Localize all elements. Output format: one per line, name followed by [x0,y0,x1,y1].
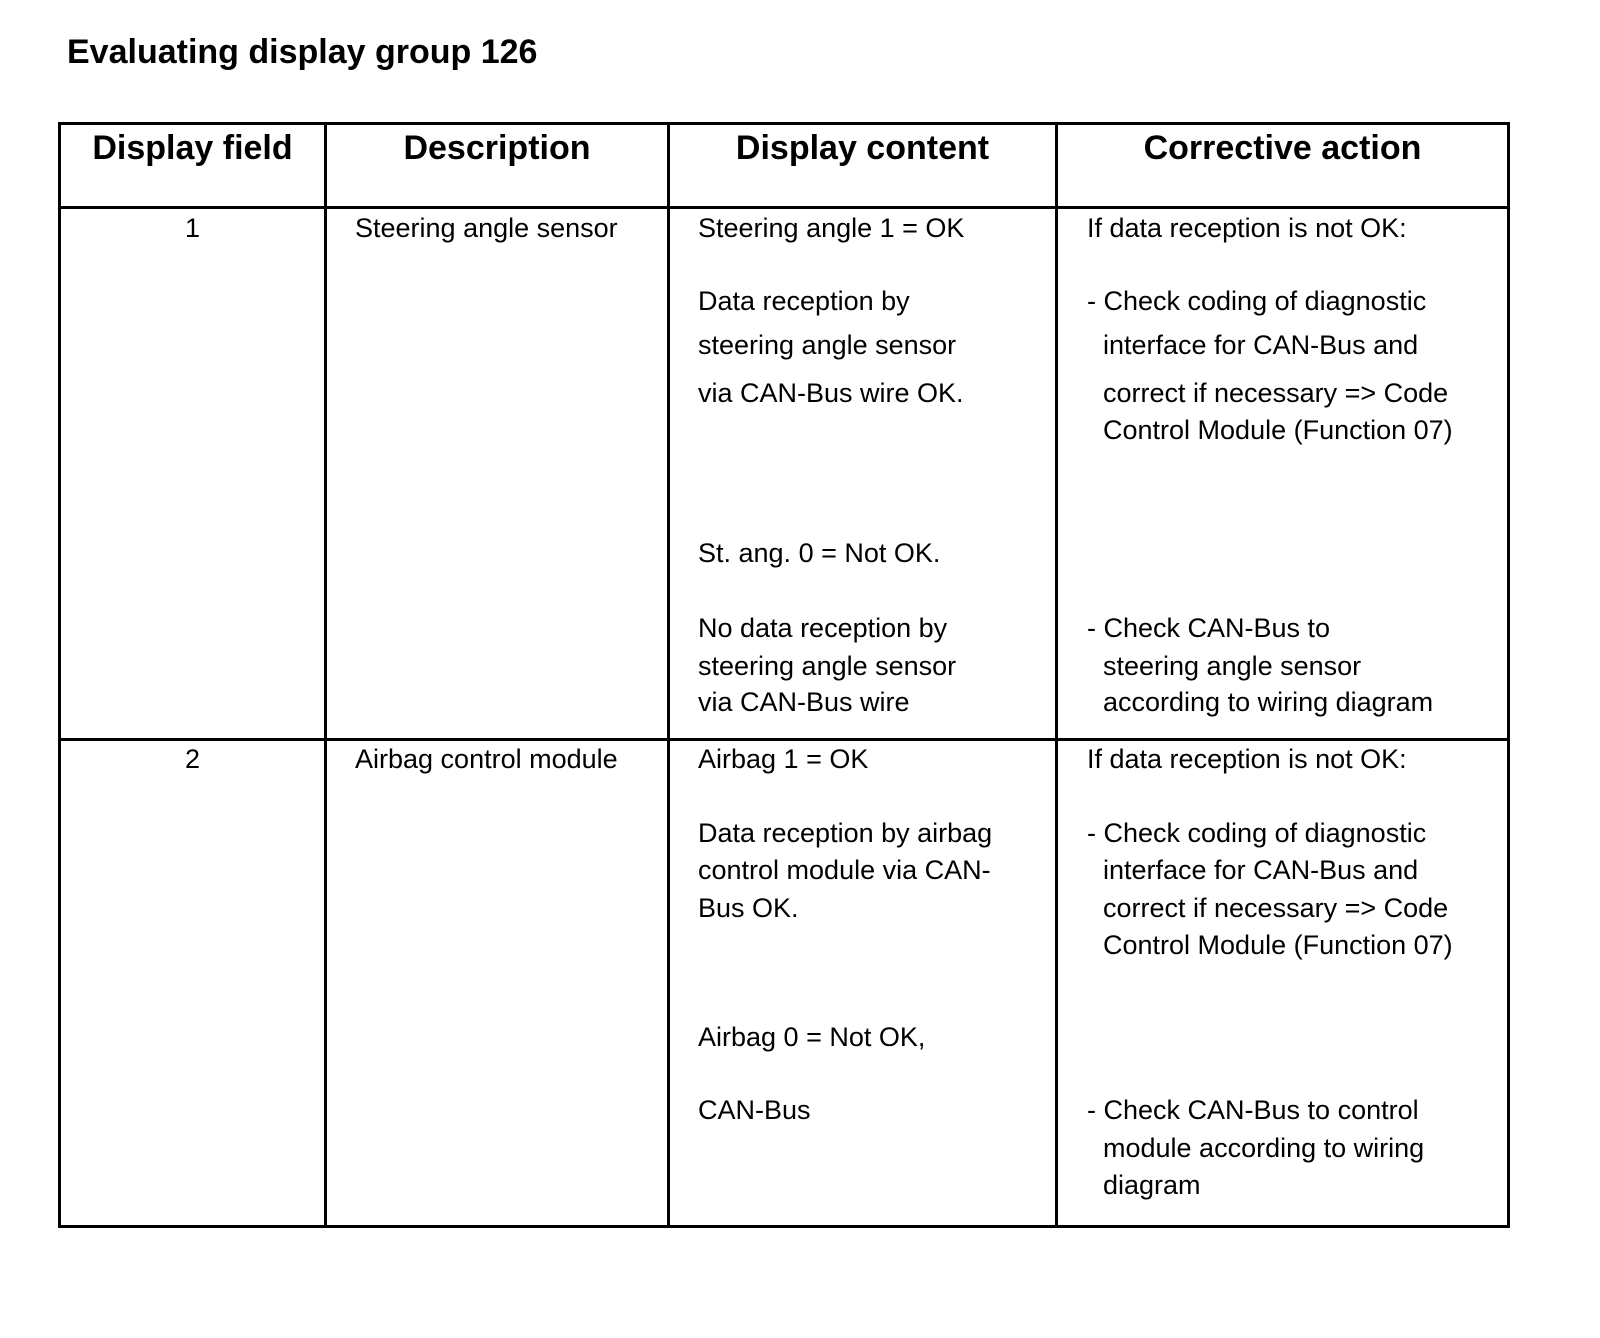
row-1-notok-text-line: No data reception by [698,613,948,643]
row-1-action-intro: If data reception is not OK: [1087,213,1407,243]
header-display-content: Display content [735,129,990,167]
row-1-action-step1-line: correct if necessary => Code [1103,378,1449,408]
row-2-display-field: 2 [184,744,201,774]
row-2-notok-text-line: CAN-Bus [698,1095,811,1125]
row-1-notok-text-line: steering angle sensor [698,651,957,681]
column-divider [324,125,327,1225]
header-description: Description [403,129,591,167]
row-2-action-step1-line: correct if necessary => Code [1103,893,1449,923]
row-2-notok-value: Airbag 0 = Not OK, [698,1022,926,1052]
row-1-ok-text-line: steering angle sensor [698,330,957,360]
row-1-action-step2-line: according to wiring diagram [1103,687,1434,717]
row-2-ok-value: Airbag 1 = OK [698,744,869,774]
row-2-ok-text-line: control module via CAN- [698,855,991,885]
page-title: Evaluating display group 126 [67,33,538,71]
row-1-action-step2-line: steering angle sensor [1103,651,1362,681]
column-divider [667,125,670,1225]
row-2-action-step1-line: interface for CAN-Bus and [1103,855,1419,885]
row-2-action-step2-line: diagram [1103,1170,1201,1200]
row-2-action-step2-line: - Check CAN-Bus to control [1087,1095,1419,1125]
row-1-action-step1-line: - Check coding of diagnostic [1087,286,1427,316]
row-1-ok-text-line: via CAN-Bus wire OK. [698,378,964,408]
row-2-ok-text-line: Data reception by airbag [698,818,993,848]
row-2-description: Airbag control module [355,744,618,774]
row-1-action-step1-line: Control Module (Function 07) [1103,415,1453,445]
row-1-action-step1-line: interface for CAN-Bus and [1103,330,1419,360]
row-2-ok-text-line: Bus OK. [698,893,799,923]
row-2-action-intro: If data reception is not OK: [1087,744,1407,774]
row-1-notok-value: St. ang. 0 = Not OK. [698,538,941,568]
header-display-field: Display field [92,129,293,167]
row-2-action-step1-line: Control Module (Function 07) [1103,930,1453,960]
row-1-ok-value: Steering angle 1 = OK [698,213,965,243]
row-1-ok-text-line: Data reception by [698,286,910,316]
row-1-notok-text-line: via CAN-Bus wire [698,687,910,717]
row-2-action-step1-line: - Check coding of diagnostic [1087,818,1427,848]
evaluation-table [58,122,1510,1228]
row-1-description: Steering angle sensor [355,213,618,243]
row-2-action-step2-line: module according to wiring [1103,1133,1425,1163]
row-1-action-step2-line: - Check CAN-Bus to [1087,613,1331,643]
column-divider [1055,125,1058,1225]
row-1-display-field: 1 [184,213,201,243]
header-corrective-action: Corrective action [1143,129,1422,167]
